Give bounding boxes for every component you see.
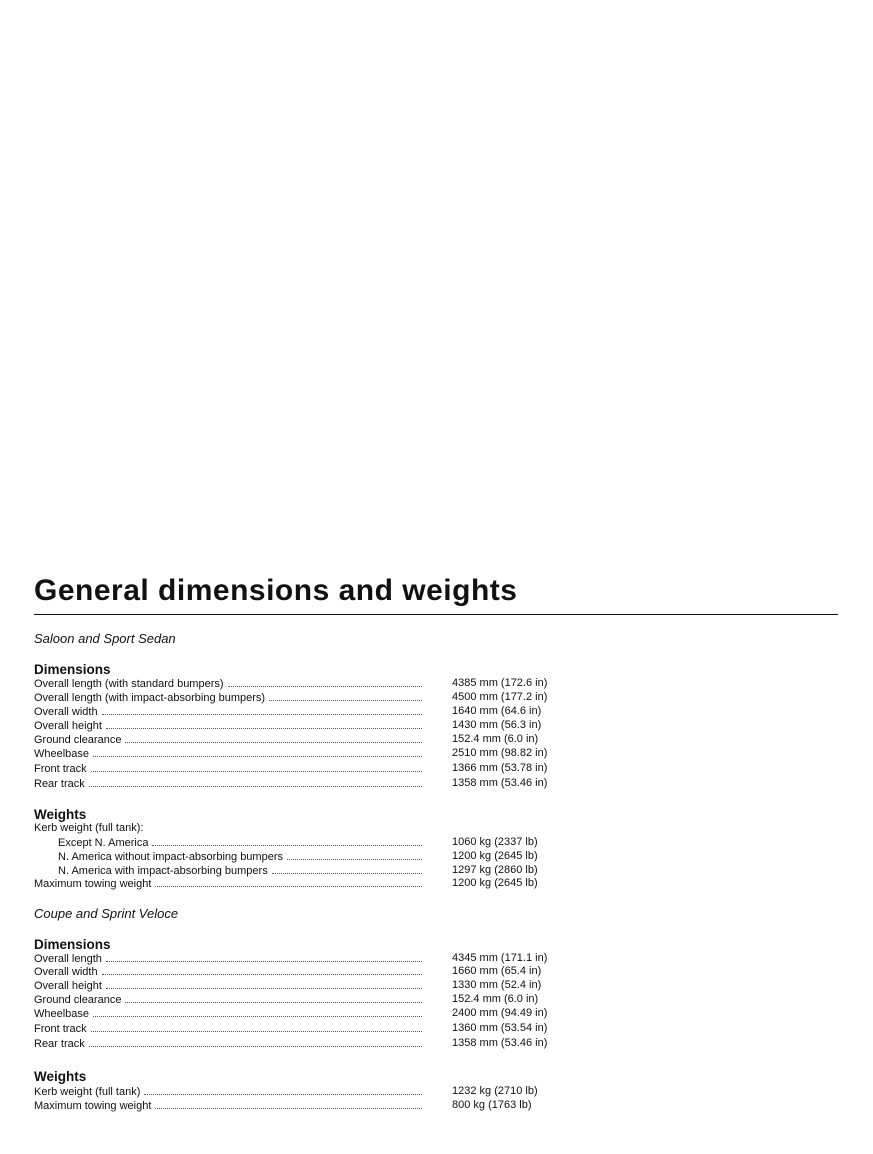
- dot-leader: [93, 1007, 422, 1017]
- spec-value: 1297 kg (2860 lb): [452, 864, 538, 876]
- spec-row: [0, 993, 873, 1007]
- spec-label: Overall width: [34, 966, 98, 978]
- spec-label: Front track: [34, 763, 87, 775]
- spec-value: 4345 mm (171.1 in): [452, 952, 548, 964]
- spec-row: [0, 733, 873, 747]
- spec-row: [0, 705, 873, 719]
- spec-row: [0, 1022, 873, 1036]
- spec-value: 1060 kg (2337 lb): [452, 836, 538, 848]
- spec-label: Overall height: [34, 720, 102, 732]
- spec-row: [0, 965, 873, 979]
- spec-value: 800 kg (1763 lb): [452, 1099, 532, 1111]
- spec-row: [0, 864, 873, 878]
- spec-label: Front track: [34, 1023, 87, 1035]
- page-title: General dimensions and weights: [34, 574, 518, 607]
- spec-row: [0, 1007, 873, 1021]
- dot-leader: [125, 993, 422, 1003]
- dot-leader: [144, 1085, 422, 1095]
- dot-leader: [155, 1099, 422, 1109]
- dot-leader: [106, 719, 422, 729]
- spec-value: 1358 mm (53.46 in): [452, 1037, 548, 1049]
- dot-leader: [106, 952, 422, 962]
- spec-row: [0, 1099, 873, 1113]
- spec-value: 1232 kg (2710 lb): [452, 1085, 538, 1097]
- spec-row: [0, 952, 873, 966]
- spec-label: Rear track: [34, 1038, 85, 1050]
- dot-leader: [106, 979, 422, 989]
- spec-label: Wheelbase: [34, 748, 90, 760]
- subheading-coupe-weights: Weights: [34, 1069, 87, 1084]
- title-rule: [34, 614, 838, 615]
- dot-leader: [125, 733, 422, 743]
- subheading-saloon-weights: Weights: [34, 807, 87, 822]
- section-heading-coupe: Coupe and Sprint Veloce: [34, 906, 179, 921]
- kerb-weight-label: Kerb weight (full tank):: [34, 822, 144, 834]
- spec-value: 2400 mm (94.49 in): [452, 1007, 548, 1019]
- spec-label: Maximum towing weight: [34, 878, 152, 890]
- spec-value: 1430 mm (56.3 in): [452, 719, 542, 731]
- dot-leader: [89, 1037, 422, 1047]
- spec-value: 152.4 mm (6.0 in): [452, 733, 539, 745]
- spec-label: Overall width: [34, 706, 98, 718]
- spec-label: Kerb weight (full tank): [34, 1086, 141, 1098]
- spec-value: 2510 mm (98.82 in): [452, 747, 548, 759]
- spec-row: [0, 747, 873, 761]
- dot-leader: [89, 777, 422, 787]
- spec-row: [0, 1037, 873, 1051]
- dot-leader: [102, 965, 422, 975]
- dot-leader: [269, 691, 422, 701]
- spec-value: 1640 mm (64.6 in): [452, 705, 542, 717]
- spec-label: Overall length (with standard bumpers): [34, 678, 224, 690]
- subheading-coupe-dimensions: Dimensions: [34, 937, 111, 952]
- dot-leader: [228, 677, 422, 687]
- spec-row: [0, 979, 873, 993]
- spec-label: Wheelbase: [34, 1008, 90, 1020]
- spec-value: 1200 kg (2645 lb): [452, 877, 538, 889]
- spec-value: 1358 mm (53.46 in): [452, 777, 548, 789]
- spec-row: [0, 850, 873, 864]
- dot-leader: [272, 864, 422, 874]
- spec-label: Ground clearance: [34, 734, 122, 746]
- section-heading-saloon: Saloon and Sport Sedan: [34, 631, 176, 646]
- spec-value: 1366 mm (53.78 in): [452, 762, 548, 774]
- spec-label: N. America with impact-absorbing bumpers: [58, 865, 268, 877]
- spec-row: [0, 877, 873, 891]
- spec-label: Overall length (with impact-absorbing bumpers): [34, 692, 266, 704]
- spec-label: Overall height: [34, 980, 102, 992]
- spec-row: [0, 777, 873, 791]
- spec-label: N. America without impact-absorbing bumpers: [58, 851, 283, 863]
- dot-leader: [91, 1022, 422, 1032]
- spec-label: Ground clearance: [34, 994, 122, 1006]
- dot-leader: [287, 850, 422, 860]
- spec-value: 1660 mm (65.4 in): [452, 965, 542, 977]
- spec-value: 4500 mm (177.2 in): [452, 691, 548, 703]
- spec-row: [0, 762, 873, 776]
- spec-row: [0, 836, 873, 850]
- spec-label: Overall length: [34, 953, 102, 965]
- spec-value: 1360 mm (53.54 in): [452, 1022, 548, 1034]
- spec-value: 1200 kg (2645 lb): [452, 850, 538, 862]
- dot-leader: [155, 877, 422, 887]
- spec-value: 152.4 mm (6.0 in): [452, 993, 539, 1005]
- spec-label: Maximum towing weight: [34, 1100, 152, 1112]
- dot-leader: [91, 762, 422, 772]
- spec-value: 1330 mm (52.4 in): [452, 979, 542, 991]
- spec-row: [0, 677, 873, 691]
- spec-label: Rear track: [34, 778, 85, 790]
- spec-label: Except N. America: [58, 837, 149, 849]
- dot-leader: [93, 747, 422, 757]
- subheading-saloon-dimensions: Dimensions: [34, 662, 111, 677]
- dot-leader: [102, 705, 422, 715]
- spec-value: 4385 mm (172.6 in): [452, 677, 548, 689]
- spec-row: [0, 691, 873, 705]
- spec-row: [0, 719, 873, 733]
- dot-leader: [152, 836, 422, 846]
- spec-row: [0, 1085, 873, 1099]
